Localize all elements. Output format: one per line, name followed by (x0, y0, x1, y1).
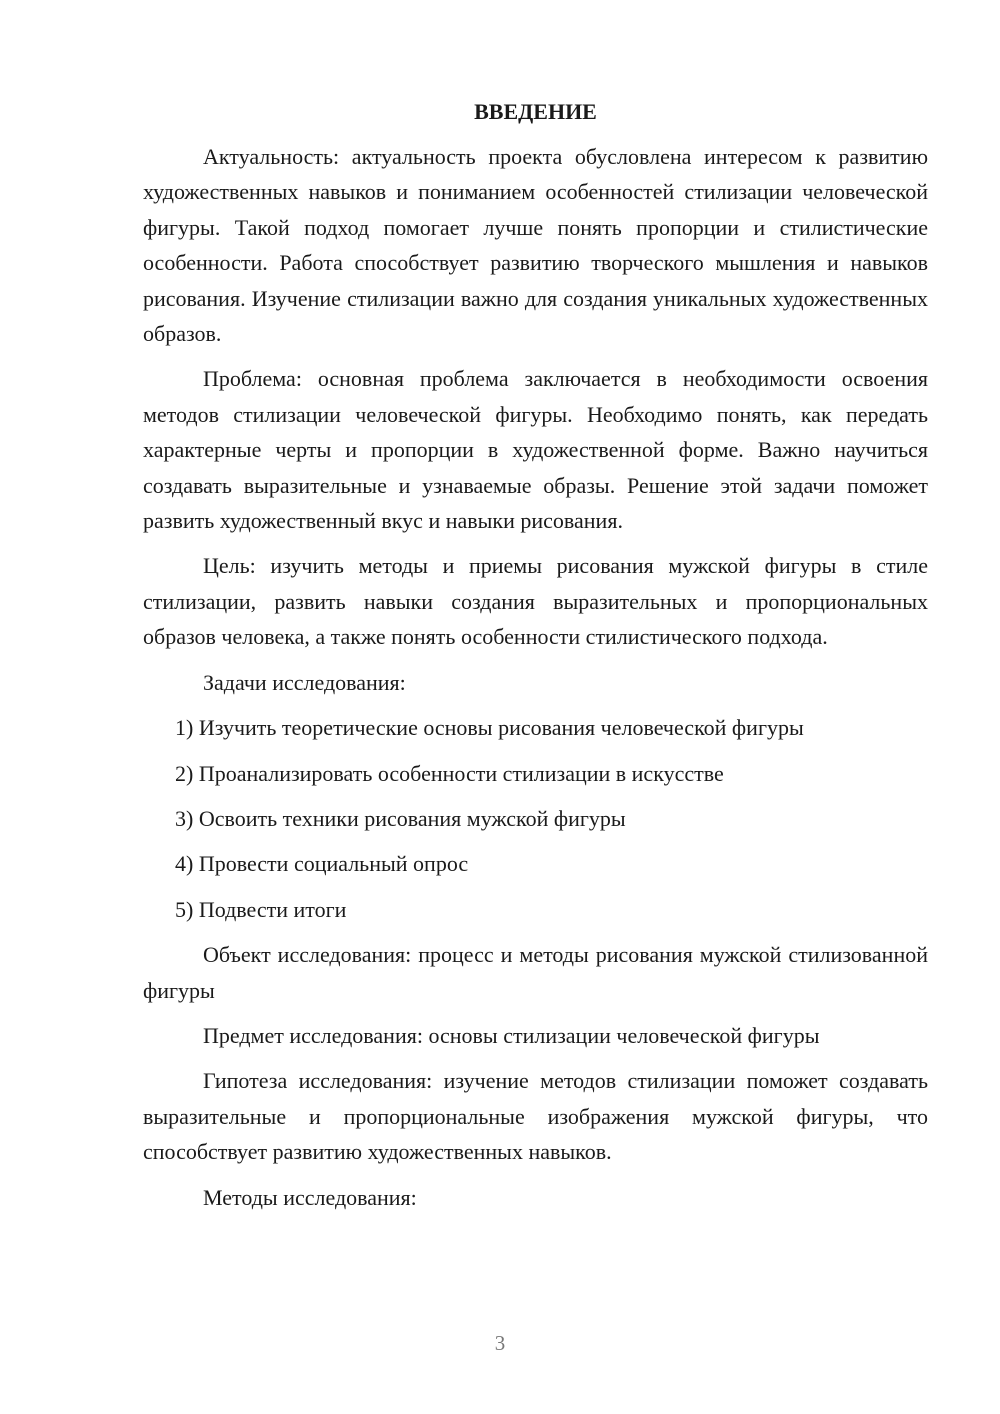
page-content (143, 94, 928, 1225)
hypothesis-paragraph: Гипотеза исследования: изучение методов стилизации поможет создавать выразительные и пропорциональные изображения мужской фигуры, что способствует развитию художественных навыков. (143, 1068, 928, 1165)
task-item-1: 1) Изучить теоретические основы рисования человеческой фигуры (175, 715, 804, 741)
tasks-list (143, 710, 928, 927)
task-item-3: 3) Освоить техники рисования мужской фигуры (175, 805, 626, 831)
tasks-heading: Задачи исследования: (203, 669, 406, 695)
section-title: ВВЕДЕНИЕ (474, 99, 597, 124)
task-item-5: 5) Подвести итоги (175, 896, 347, 922)
task-item-2: 2) Проанализировать особенности стилизации в искусстве (175, 760, 724, 786)
methods-heading: Методы исследования: (203, 1184, 417, 1210)
page-number: 3 (494, 1331, 506, 1355)
relevance-paragraph: Актуальность: актуальность проекта обусловлена интересом к развитию художественных навыков и пониманием особенностей стилизации человеческой фигуры. Такой подход помогает лучше понять пропорции и стилистические особенности. Работа способствует развитию творческого мышления и навыков рисования. Изучение стилизации важно для создания уникальных художественных образов. (143, 144, 928, 347)
subject-paragraph: Предмет исследования: основы стилизации человеческой фигуры (203, 1022, 820, 1048)
object-paragraph: Объект исследования: процесс и методы рисования мужской стилизованной фигуры (143, 942, 928, 1003)
problem-paragraph: Проблема: основная проблема заключается в необходимости освоения методов стилизации человеческой фигуры. Необходимо понять, как передать характерные черты и пропорции в художественной форме. Важно научиться создавать выразительные и узнаваемые образы. Решение этой задачи поможет развить художественный вкус и навыки рисования. (143, 366, 928, 534)
task-item-4: 4) Провести социальный опрос (175, 851, 469, 877)
goal-paragraph: Цель: изучить методы и приемы рисования мужской фигуры в стиле стилизации, развить навыки создания выразительных и пропорциональных образов человека, а также понять особенности стилистического подхода. (143, 553, 928, 650)
